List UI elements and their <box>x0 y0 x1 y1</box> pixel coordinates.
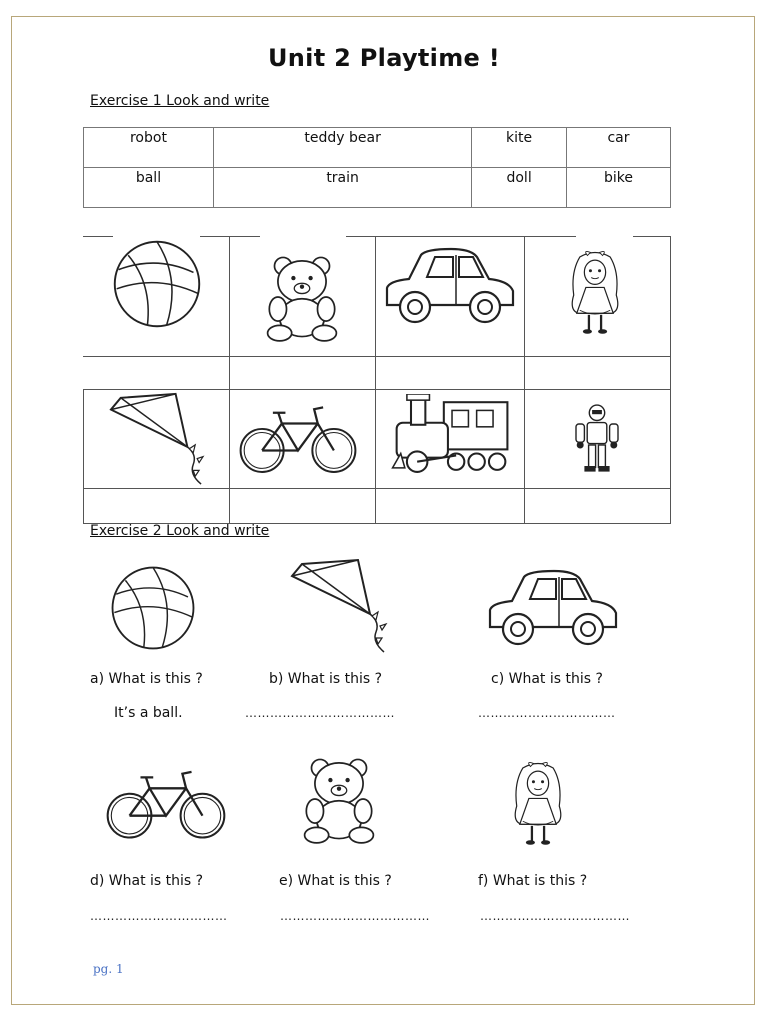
teddy-bear-icon <box>296 750 382 848</box>
ball-icon <box>107 562 199 654</box>
word-cell: car <box>566 128 670 168</box>
answer-blank-d[interactable]: …………………………… <box>90 909 228 923</box>
bike-icon <box>104 764 228 840</box>
answer-a: It’s a ball. <box>114 705 183 721</box>
answer-blank-c[interactable]: …………………………… <box>478 706 616 720</box>
question-f: f) What is this ? <box>478 873 588 889</box>
word-cell: train <box>213 168 471 208</box>
word-cell: robot <box>84 128 214 168</box>
exercise-2-label: Exercise 2 Look and write <box>90 523 270 539</box>
robot-icon <box>569 388 625 488</box>
answer-blank-e[interactable]: ……………………………… <box>280 909 430 923</box>
exercise-1-label: Exercise 1 Look and write <box>90 93 270 109</box>
word-cell: bike <box>566 168 670 208</box>
question-b: b) What is this ? <box>269 671 383 687</box>
bike-icon <box>237 400 359 474</box>
word-cell: teddy bear <box>213 128 471 168</box>
car-icon <box>381 238 519 330</box>
question-d: d) What is this ? <box>90 873 204 889</box>
question-e: e) What is this ? <box>279 873 392 889</box>
question-c: c) What is this ? <box>491 671 603 687</box>
word-cell: doll <box>472 168 567 208</box>
answer-blank-f[interactable]: ……………………………… <box>480 909 630 923</box>
doll-icon <box>557 236 633 348</box>
answer-blank-b[interactable]: ……………………………… <box>245 706 395 720</box>
word-bank-table <box>83 127 671 208</box>
teddy-bear-icon <box>259 246 345 348</box>
question-a: a) What is this ? <box>90 671 203 687</box>
ball-icon <box>109 236 205 332</box>
train-icon <box>389 394 513 474</box>
word-cell: kite <box>472 128 567 168</box>
car-icon <box>484 560 622 652</box>
kite-icon <box>283 556 393 656</box>
table-row <box>84 168 671 208</box>
page-number: pg. 1 <box>93 962 124 976</box>
doll-icon <box>500 748 576 858</box>
kite-icon <box>97 390 215 488</box>
word-cell: ball <box>84 168 214 208</box>
picture-grid <box>83 236 671 524</box>
page-title: Unit 2 Playtime ! <box>268 44 500 72</box>
table-row <box>84 128 671 168</box>
